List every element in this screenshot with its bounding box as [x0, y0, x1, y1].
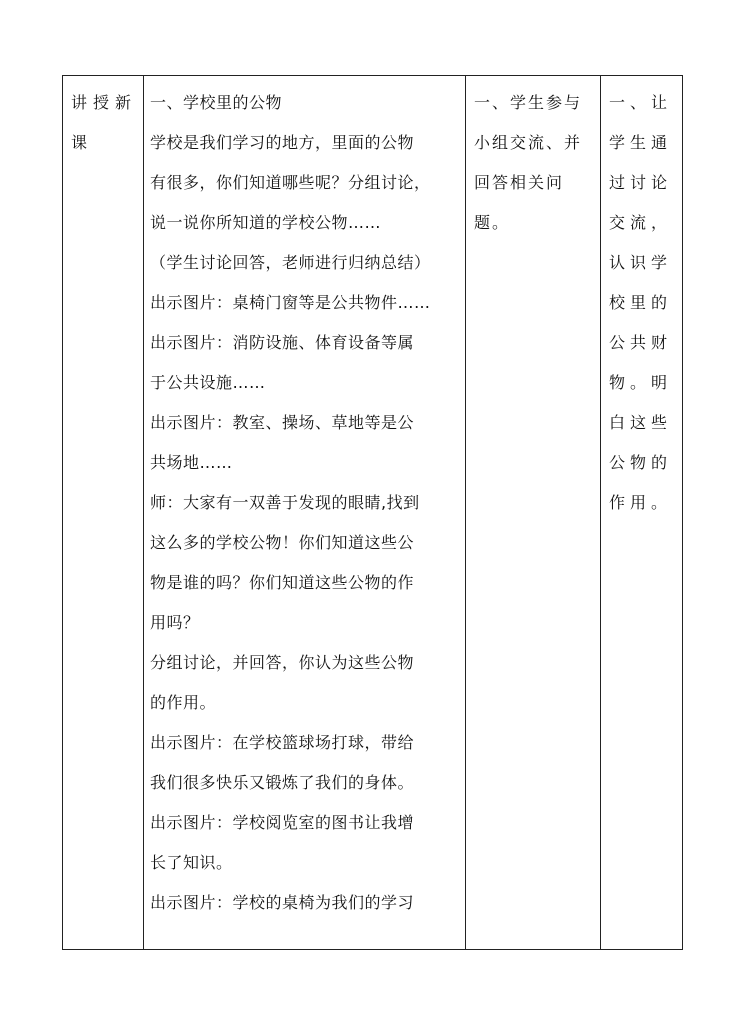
- content-cell: [144, 76, 466, 950]
- content-line: 说一说你所知道的学校公物……: [150, 213, 382, 232]
- content-line: 于公共设施……: [150, 373, 266, 392]
- lesson-plan-table: [62, 75, 683, 950]
- content-line: （学生讨论回答，老师进行归纳总结）: [150, 253, 431, 272]
- content-line: 我们很多快乐又锻炼了我们的身体。: [150, 773, 415, 792]
- design-intent-text: 一、让学生通过讨论交流，认识学校里的公共财物。明白这些公物的作用。: [609, 93, 673, 512]
- content-line: 的作用。: [150, 693, 217, 712]
- content-line: 出示图片：消防设施、体育设备等属: [150, 333, 415, 352]
- content-line: 出示图片：在学校篮球场打球，带给: [150, 733, 415, 752]
- content-line: 这么多的学校公物！你们知道这些公: [150, 533, 415, 552]
- table-row: [63, 76, 683, 950]
- content-line: 分组讨论，并回答，你认为这些公物: [150, 653, 415, 672]
- design-intent-cell: [601, 76, 683, 950]
- student-activity-cell: [466, 76, 601, 950]
- content-line: 出示图片：学校阅览室的图书让我增: [150, 813, 415, 832]
- content-line: 出示图片：学校的桌椅为我们的学习: [150, 893, 415, 912]
- content-line: 用吗？: [150, 613, 200, 632]
- content-line: 物是谁的吗？你们知道这些公物的作: [150, 573, 415, 592]
- content-line: 学校是我们学习的地方，里面的公物: [150, 133, 415, 152]
- content-line: 一、学校里的公物: [150, 93, 283, 112]
- stage-label: 讲授新课: [71, 93, 138, 152]
- stage-cell: [63, 76, 144, 950]
- content-line: 师：大家有一双善于发现的眼睛,找到: [150, 493, 420, 512]
- content-line: 长了知识。: [150, 853, 233, 872]
- content-line: 共场地……: [150, 453, 233, 472]
- student-activity-text: 一、学生参与小组交流、并回答相关问题。: [474, 93, 583, 232]
- content-line: 出示图片：教室、操场、草地等是公: [150, 413, 415, 432]
- content-text: [144, 76, 465, 923]
- content-line: 有很多，你们知道哪些呢？分组讨论，: [150, 173, 431, 192]
- content-line: 出示图片：桌椅门窗等是公共物件……: [150, 293, 431, 312]
